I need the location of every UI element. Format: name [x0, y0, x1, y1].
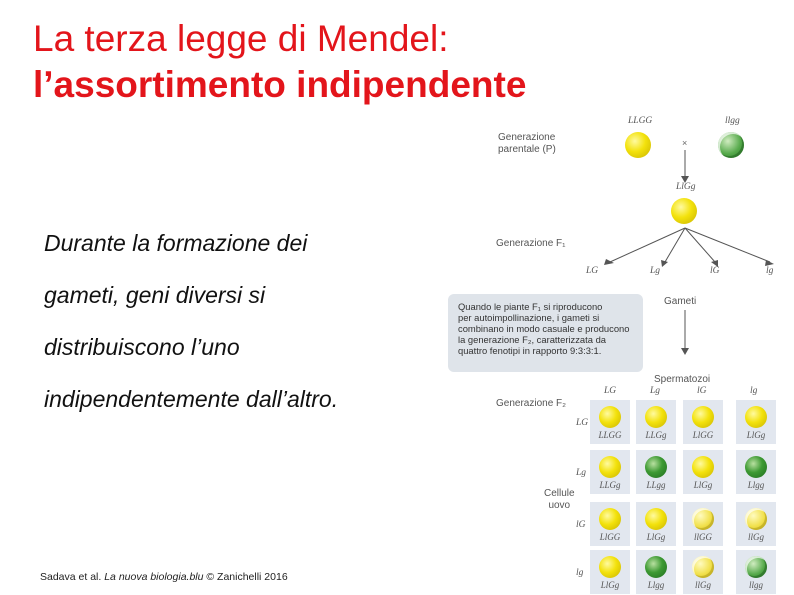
cell-genotype: llGg [694, 580, 711, 590]
f1-pea [671, 198, 697, 224]
body-line-4: indipendentemente dall’altro. [44, 386, 339, 412]
yellow-smooth-pea [745, 406, 767, 428]
punnett-cell [636, 450, 676, 494]
cell-genotype: LlGG [692, 430, 714, 440]
green-smooth-pea [645, 556, 667, 578]
green-smooth-pea [645, 456, 667, 478]
punnett-cell [636, 502, 676, 546]
yellow-smooth-pea [599, 556, 621, 578]
egg-header-2: lG [576, 520, 586, 530]
punnett-cell [683, 450, 723, 494]
egg-header-1: Lg [576, 468, 587, 478]
callout-line-4: la generazione F₂, caratterizzata da [458, 334, 606, 345]
parent-yellow-smooth-pea [625, 132, 651, 158]
source-citation [40, 571, 288, 583]
source-prefix: Sadava et al. [40, 571, 105, 583]
punnett-cell [683, 400, 723, 444]
punnett-cell [636, 400, 676, 444]
punnett-cell [736, 450, 776, 494]
punnett-cell [636, 550, 676, 594]
gamete-Lg: Lg [650, 266, 661, 276]
body-line-2: gameti, geni diversi si [44, 282, 266, 308]
parental-generation-label [498, 132, 556, 156]
egg-cells-label [544, 488, 575, 512]
gametes-label: Gameti [664, 296, 697, 307]
gamete-lg: lg [766, 266, 774, 276]
f1-generation-label: Generazione F₁ [496, 238, 566, 249]
f2-explanation-callout [448, 294, 643, 372]
cell-genotype: LlGg [746, 430, 766, 440]
body-line-3: distribuiscono l’uno [44, 334, 240, 360]
punnett-cell [683, 502, 723, 546]
punnett-cell [590, 550, 630, 594]
sperm-label: Spermatozoi [654, 374, 711, 385]
source-book: La nuova biologia.blu [104, 571, 204, 583]
punnett-cell [590, 502, 630, 546]
cell-genotype: LLgg [646, 480, 666, 490]
title-line-1: La terza legge di Mendel: [33, 18, 449, 59]
egg-label-line-2: uovo [548, 500, 571, 511]
yellow-smooth-pea [692, 456, 714, 478]
title-line-2: l’assortimento indipendente [33, 64, 527, 105]
f2-generation-label: Generazione F₂ [496, 398, 567, 409]
cross-symbol: × [682, 138, 688, 148]
cell-genotype: Llgg [747, 480, 765, 490]
yellow-wrinkled-pea [692, 556, 714, 578]
parent-green-wrinkled-pea [718, 132, 744, 158]
source-suffix: © Zanichelli 2016 [203, 571, 288, 583]
green-wrinkled-pea [745, 556, 767, 578]
cell-genotype: Llgg [647, 580, 665, 590]
yellow-smooth-pea [599, 508, 621, 530]
callout-line-2: per autoimpollinazione, i gameti si [458, 312, 600, 323]
yellow-smooth-pea [692, 406, 714, 428]
punnett-cell [683, 550, 723, 594]
yellow-smooth-pea [599, 406, 621, 428]
punnett-cell [736, 550, 776, 594]
cell-genotype: LlGG [599, 532, 621, 542]
punnett-cell [736, 400, 776, 444]
body-line-1: Durante la formazione dei [44, 230, 308, 256]
yellow-wrinkled-pea [692, 508, 714, 530]
parent-right-genotype: llgg [725, 116, 740, 126]
gamete-lG: lG [710, 266, 720, 276]
yellow-wrinkled-pea [745, 508, 767, 530]
cell-genotype: LLGg [599, 480, 621, 490]
sperm-header-1: Lg [650, 386, 661, 396]
cell-genotype: LlGg [693, 480, 713, 490]
egg-header-3: lg [576, 568, 584, 578]
parental-label-line-2: parentale (P) [498, 144, 556, 155]
sperm-header-0: LG [604, 386, 617, 396]
sperm-header-3: lg [750, 386, 758, 396]
gamete-LG: LG [586, 266, 599, 276]
parental-label-line-1: Generazione [498, 132, 556, 143]
cell-genotype: LLGG [598, 430, 622, 440]
cell-genotype: llGG [694, 532, 712, 542]
yellow-smooth-pea [645, 406, 667, 428]
callout-line-1: Quando le piante F₁ si riproducono [458, 301, 603, 312]
yellow-smooth-pea [645, 508, 667, 530]
sperm-header-2: lG [697, 386, 707, 396]
egg-header-0: LG [576, 418, 589, 428]
parent-left-genotype: LLGG [628, 116, 653, 126]
punnett-cell [590, 400, 630, 444]
egg-label-line-1: Cellule [544, 488, 575, 499]
cell-genotype: LLGg [645, 430, 667, 440]
cell-genotype: LlGg [600, 580, 620, 590]
slide-body [44, 220, 434, 428]
callout-line-3: combinano in modo casuale e producono [458, 323, 630, 334]
callout-line-5: quattro fenotipi in rapporto 9:3:3:1. [458, 345, 602, 356]
slide-title [33, 16, 526, 108]
cell-genotype: LlGg [646, 532, 666, 542]
green-smooth-pea [745, 456, 767, 478]
dihybrid-cross-diagram [440, 110, 794, 595]
punnett-cell [736, 502, 776, 546]
f1-genotype: LlGg [676, 182, 696, 192]
punnett-cell [590, 450, 630, 494]
cell-genotype: llgg [748, 580, 763, 590]
cell-genotype: llGg [747, 532, 764, 542]
yellow-smooth-pea [599, 456, 621, 478]
